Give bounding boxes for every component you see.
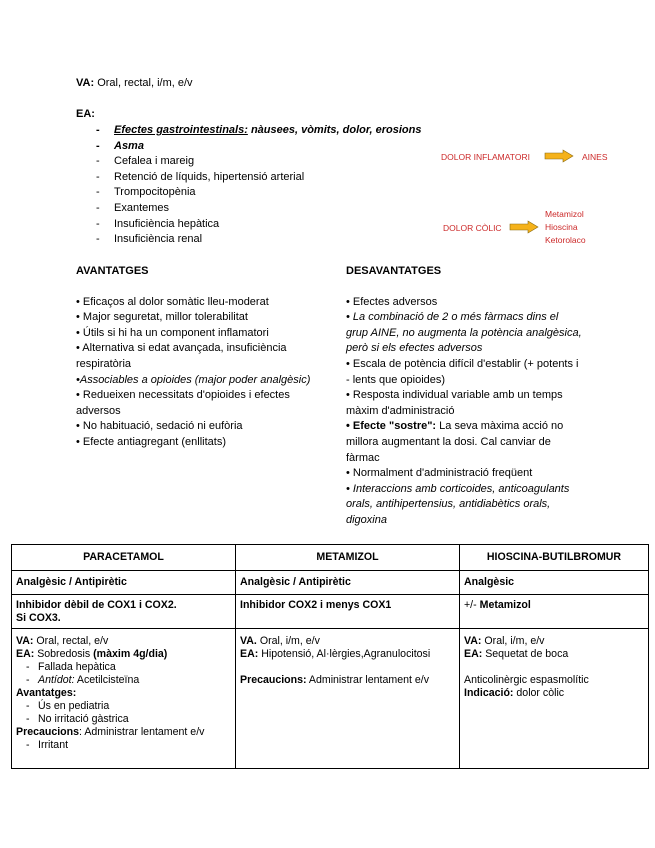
table-row (12, 595, 649, 629)
table-cell: Inhibidor COX2 i menys COX1 (236, 595, 460, 629)
desavantatges-item: • Escala de potència difícil d'establir (+ potents i - lents que opioides) (346, 357, 579, 386)
desavantatges-title: DESAVANTATGES (346, 265, 442, 277)
diagram-colic-label: DOLOR CÒLIC (443, 223, 502, 233)
avantatges-item: •Associables a opioides (major poder analgèsic) (76, 373, 311, 386)
diagram-target: Ketorolaco (545, 235, 586, 245)
hioscina-details: VA: Oral, i/m, e/v EA: Sequetat de boca Anticolinèrgic espasmolític Indicació: dolor còlic (460, 629, 649, 769)
desavantatges-column (346, 264, 582, 529)
avantatges-item: • Eficaços al dolor somàtic lleu-moderat (76, 295, 269, 308)
table-cell: Analgèsic / Antipirètic (236, 571, 460, 595)
desavantatges-item: • Normalment d'administració freqüent (346, 467, 533, 480)
metamizol-details: VA. Oral, i/m, e/v EA: Hipotensió, Al·lèrgies,Agranulocitosi Precaucions: Administrar lentament e/v (236, 629, 460, 769)
ea-item-gastro: - Efectes gastrointestinals: nàusees, vòmits, dolor, erosions (76, 123, 456, 139)
table-row (12, 629, 649, 769)
desavantatges-item (346, 419, 582, 466)
ea-item: - Retenció de líquids, hipertensió arterial (76, 170, 456, 186)
paracetamol-details: VA: Oral, rectal, e/v EA: Sobredosis (màxim 4g/dia) - Fallada hepàtica - Antídot: Acetilcisteïna Avantatges: - Ús en pediatria - No irritació gàstrica Precaucions: Administrar lentament e/v - Irritant (12, 629, 236, 769)
efecte-sostre-label: • Efecte "sostre": (346, 420, 437, 433)
desavantatges-item: • Efectes adversos (346, 295, 438, 308)
ea-list (76, 123, 456, 248)
va-text: Oral, rectal, i/m, e/v (97, 77, 193, 89)
table-cell: +/- Metamizol (460, 595, 649, 629)
table-cell: Analgèsic / Antipirètic (12, 571, 236, 595)
avantatges-item: • Útils si hi ha un component inflamatori (76, 326, 269, 339)
avantatges-item: • Redueixen necessitats d'opioides i efectes adversos (76, 389, 290, 417)
diagram-colic-targets (545, 208, 586, 247)
ea-item: - Insuficiència renal (76, 232, 456, 248)
diagram-arrow-inflam (544, 149, 574, 163)
desavantatges-item: • Interaccions amb corticoides, anticoagulants orals, antihipertensius, antidiabètics orals, digoxina (346, 482, 570, 526)
ea-item: - Insuficiència hepàtica (76, 217, 456, 233)
diagram-aines-label: AINES (582, 152, 608, 162)
drug-table (11, 544, 649, 769)
ea-item-asma: - Asma (76, 139, 456, 155)
header-hioscina: HIOSCINA-BUTILBROMUR (460, 545, 649, 571)
va-label: VA: (76, 77, 95, 89)
ea-item: - Cefalea i mareig (76, 154, 456, 170)
diagram-arrow-colic (509, 220, 539, 234)
diagram-inflam-label: DOLOR INFLAMATORI (441, 152, 530, 162)
avantatges-column (76, 264, 312, 451)
table-cell: Analgèsic (460, 571, 649, 595)
avantatges-item: • Major seguretat, millor tolerabilitat (76, 311, 248, 324)
diagram-target: Metamizol (545, 209, 584, 219)
diagram-target: Hioscina (545, 222, 578, 232)
ea-item: - Exantemes (76, 201, 456, 217)
efecte-sostre-text: La seva màxima acció no millora augmentant la dosi. Cal canviar de fàrmac (346, 420, 564, 464)
ea-item: - Trompocitopènia (76, 185, 456, 201)
ea-heading: EA: (76, 108, 95, 120)
avantatges-item: • Alternativa si edat avançada, insuficiència respiratòria (76, 342, 287, 370)
header-metamizol: METAMIZOL (236, 545, 460, 571)
desavantatges-item: • Resposta individual variable amb un temps màxim d'administració (346, 389, 563, 417)
desavantatges-item: • La combinació de 2 o més fàrmacs dins el grup AINE, no augmenta la potència analgèsica, però si els efectes adversos (346, 311, 582, 355)
header-paracetamol: PARACETAMOL (12, 545, 236, 571)
avantatges-item: • No habituació, sedació ni eufòria (76, 420, 243, 433)
table-header-row (12, 545, 649, 571)
avantatges-title: AVANTATGES (76, 265, 149, 277)
table-cell: Inhibidor dèbil de COX1 i COX2. Si COX3. (12, 595, 236, 629)
table-row (12, 571, 649, 595)
avantatges-item: • Efecte antiagregant (enllitats) (76, 435, 226, 448)
va-line (76, 77, 193, 89)
